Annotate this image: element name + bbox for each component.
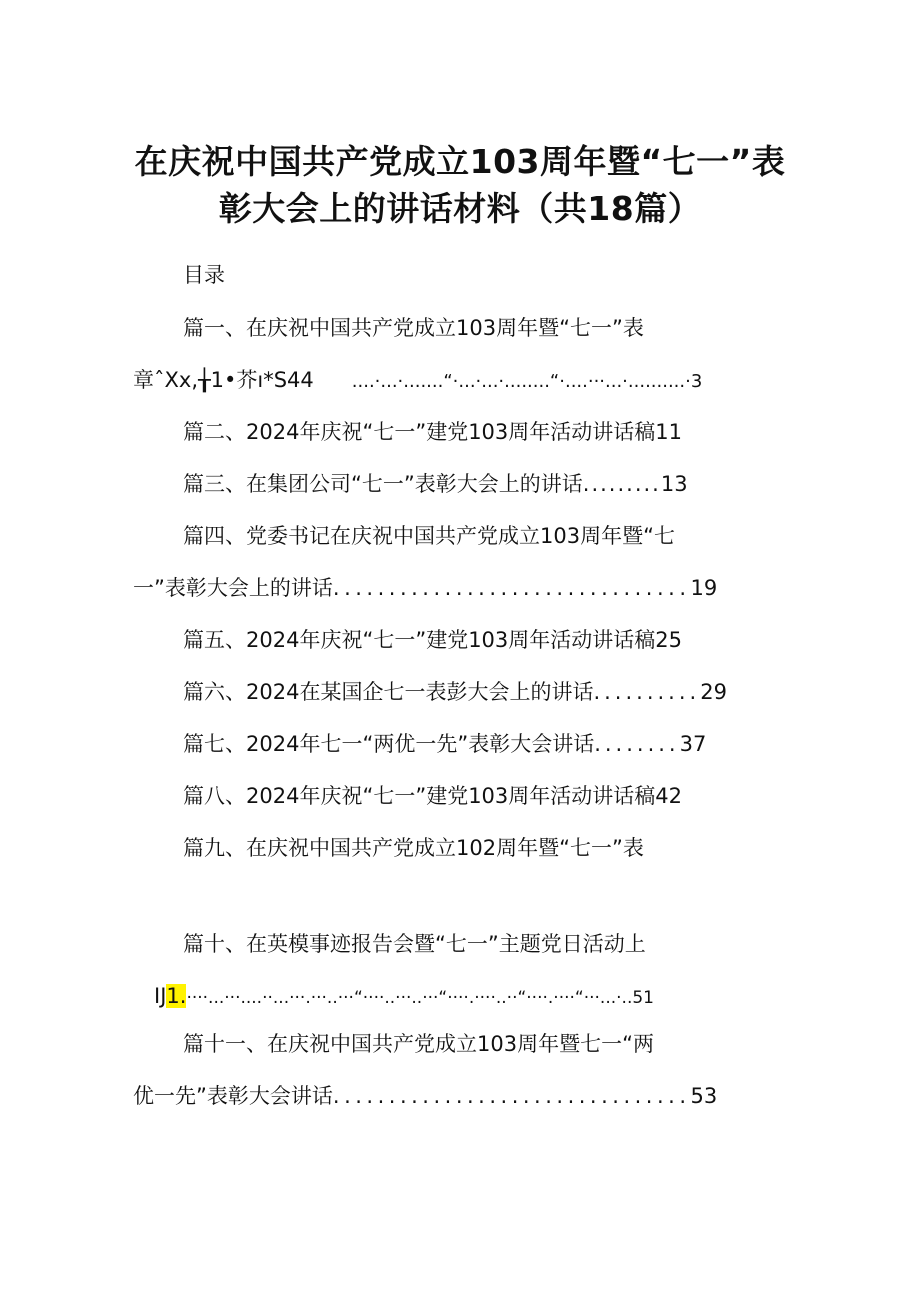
toc-entry-11-line-1: 篇十一、在庆祝中国共产党成立103周年暨七一“两 bbox=[183, 1032, 654, 1056]
toc-entry-9: 篇九、在庆祝中国共产党成立102周年暨“七一”表 bbox=[183, 836, 644, 860]
toc-entry-5: 篇五、2024年庆祝“七一”建党103周年活动讲话稿25 bbox=[183, 628, 683, 652]
toc-entry-11-page: 53 bbox=[690, 1084, 718, 1108]
toc-entry-4-line-1: 篇四、党委书记在庆祝中国共产党成立103周年暨“七 bbox=[183, 524, 675, 548]
toc-entry-10-line-2 bbox=[154, 981, 654, 1013]
toc-entry-6-page: 29 bbox=[700, 680, 727, 704]
toc-entry-10-line-1: 篇十、在英模事迹报告会暨“七一”主题党日活动上 bbox=[183, 932, 646, 956]
toc-entry-6-text: 篇六、2024在某国企七一表彭大会上的讲话 bbox=[183, 680, 594, 704]
toc-entry-3-leader: ......... bbox=[582, 472, 661, 496]
toc-entry-10-leader: ····...···....··...···.···..···“····..···..···“····.····..··“····.····“···...·..51 bbox=[186, 988, 654, 1008]
toc-entry-6 bbox=[183, 677, 727, 707]
toc-entry-1-leader: ....·...·.......“·...·...·........“·....···...·..........·3 bbox=[351, 371, 703, 392]
toc-heading: 目录 bbox=[183, 263, 225, 287]
toc-entry-4-leader: ................................ bbox=[332, 576, 691, 600]
toc-entry-8: 篇八、2024年庆祝“七一”建党103周年活动讲话稿42 bbox=[183, 784, 683, 808]
toc-entry-1-line-2 bbox=[133, 365, 702, 397]
toc-entry-4-text: 一”表彰大会上的讲话 bbox=[133, 576, 333, 600]
toc-entry-10-prefix: IJ bbox=[154, 984, 167, 1008]
toc-entry-11-text: 优一先”表彰大会讲话 bbox=[133, 1084, 333, 1108]
toc-entry-4-line-2 bbox=[133, 573, 717, 603]
toc-entry-11-leader: ................................ bbox=[332, 1084, 691, 1108]
toc-entry-3-page: 13 bbox=[660, 472, 688, 496]
toc-entry-7-leader: ........ bbox=[594, 732, 680, 756]
toc-entry-7 bbox=[183, 729, 706, 759]
toc-entry-10-highlight: 1. bbox=[166, 984, 187, 1008]
toc-entry-3-text: 篇三、在集团公司“七一”表彰大会上的讲话 bbox=[183, 472, 583, 496]
toc-entry-11-line-2 bbox=[133, 1081, 717, 1111]
toc-entry-3 bbox=[183, 469, 688, 499]
toc-entry-6-leader: .......... bbox=[593, 680, 701, 704]
document-title-line-2: 彰大会上的讲话材料（共18篇） bbox=[218, 189, 702, 228]
toc-entry-1-garbled-text: 章ˆXx,╁1•芥ı*S44 bbox=[133, 368, 314, 392]
toc-entry-2: 篇二、2024年庆祝“七一”建党103周年活动讲话稿11 bbox=[183, 420, 683, 444]
toc-entry-7-page: 37 bbox=[679, 732, 707, 756]
toc-entry-1-line-1: 篇一、在庆祝中国共产党成立103周年暨“七一”表 bbox=[183, 316, 644, 340]
toc-entry-4-page: 19 bbox=[690, 576, 718, 600]
document-title-line-1: 在庆祝中国共产党成立103周年暨“七一”表 bbox=[134, 142, 786, 181]
toc-entry-7-text: 篇七、2024年七一“两优一先”表彰大会讲话 bbox=[183, 732, 595, 756]
